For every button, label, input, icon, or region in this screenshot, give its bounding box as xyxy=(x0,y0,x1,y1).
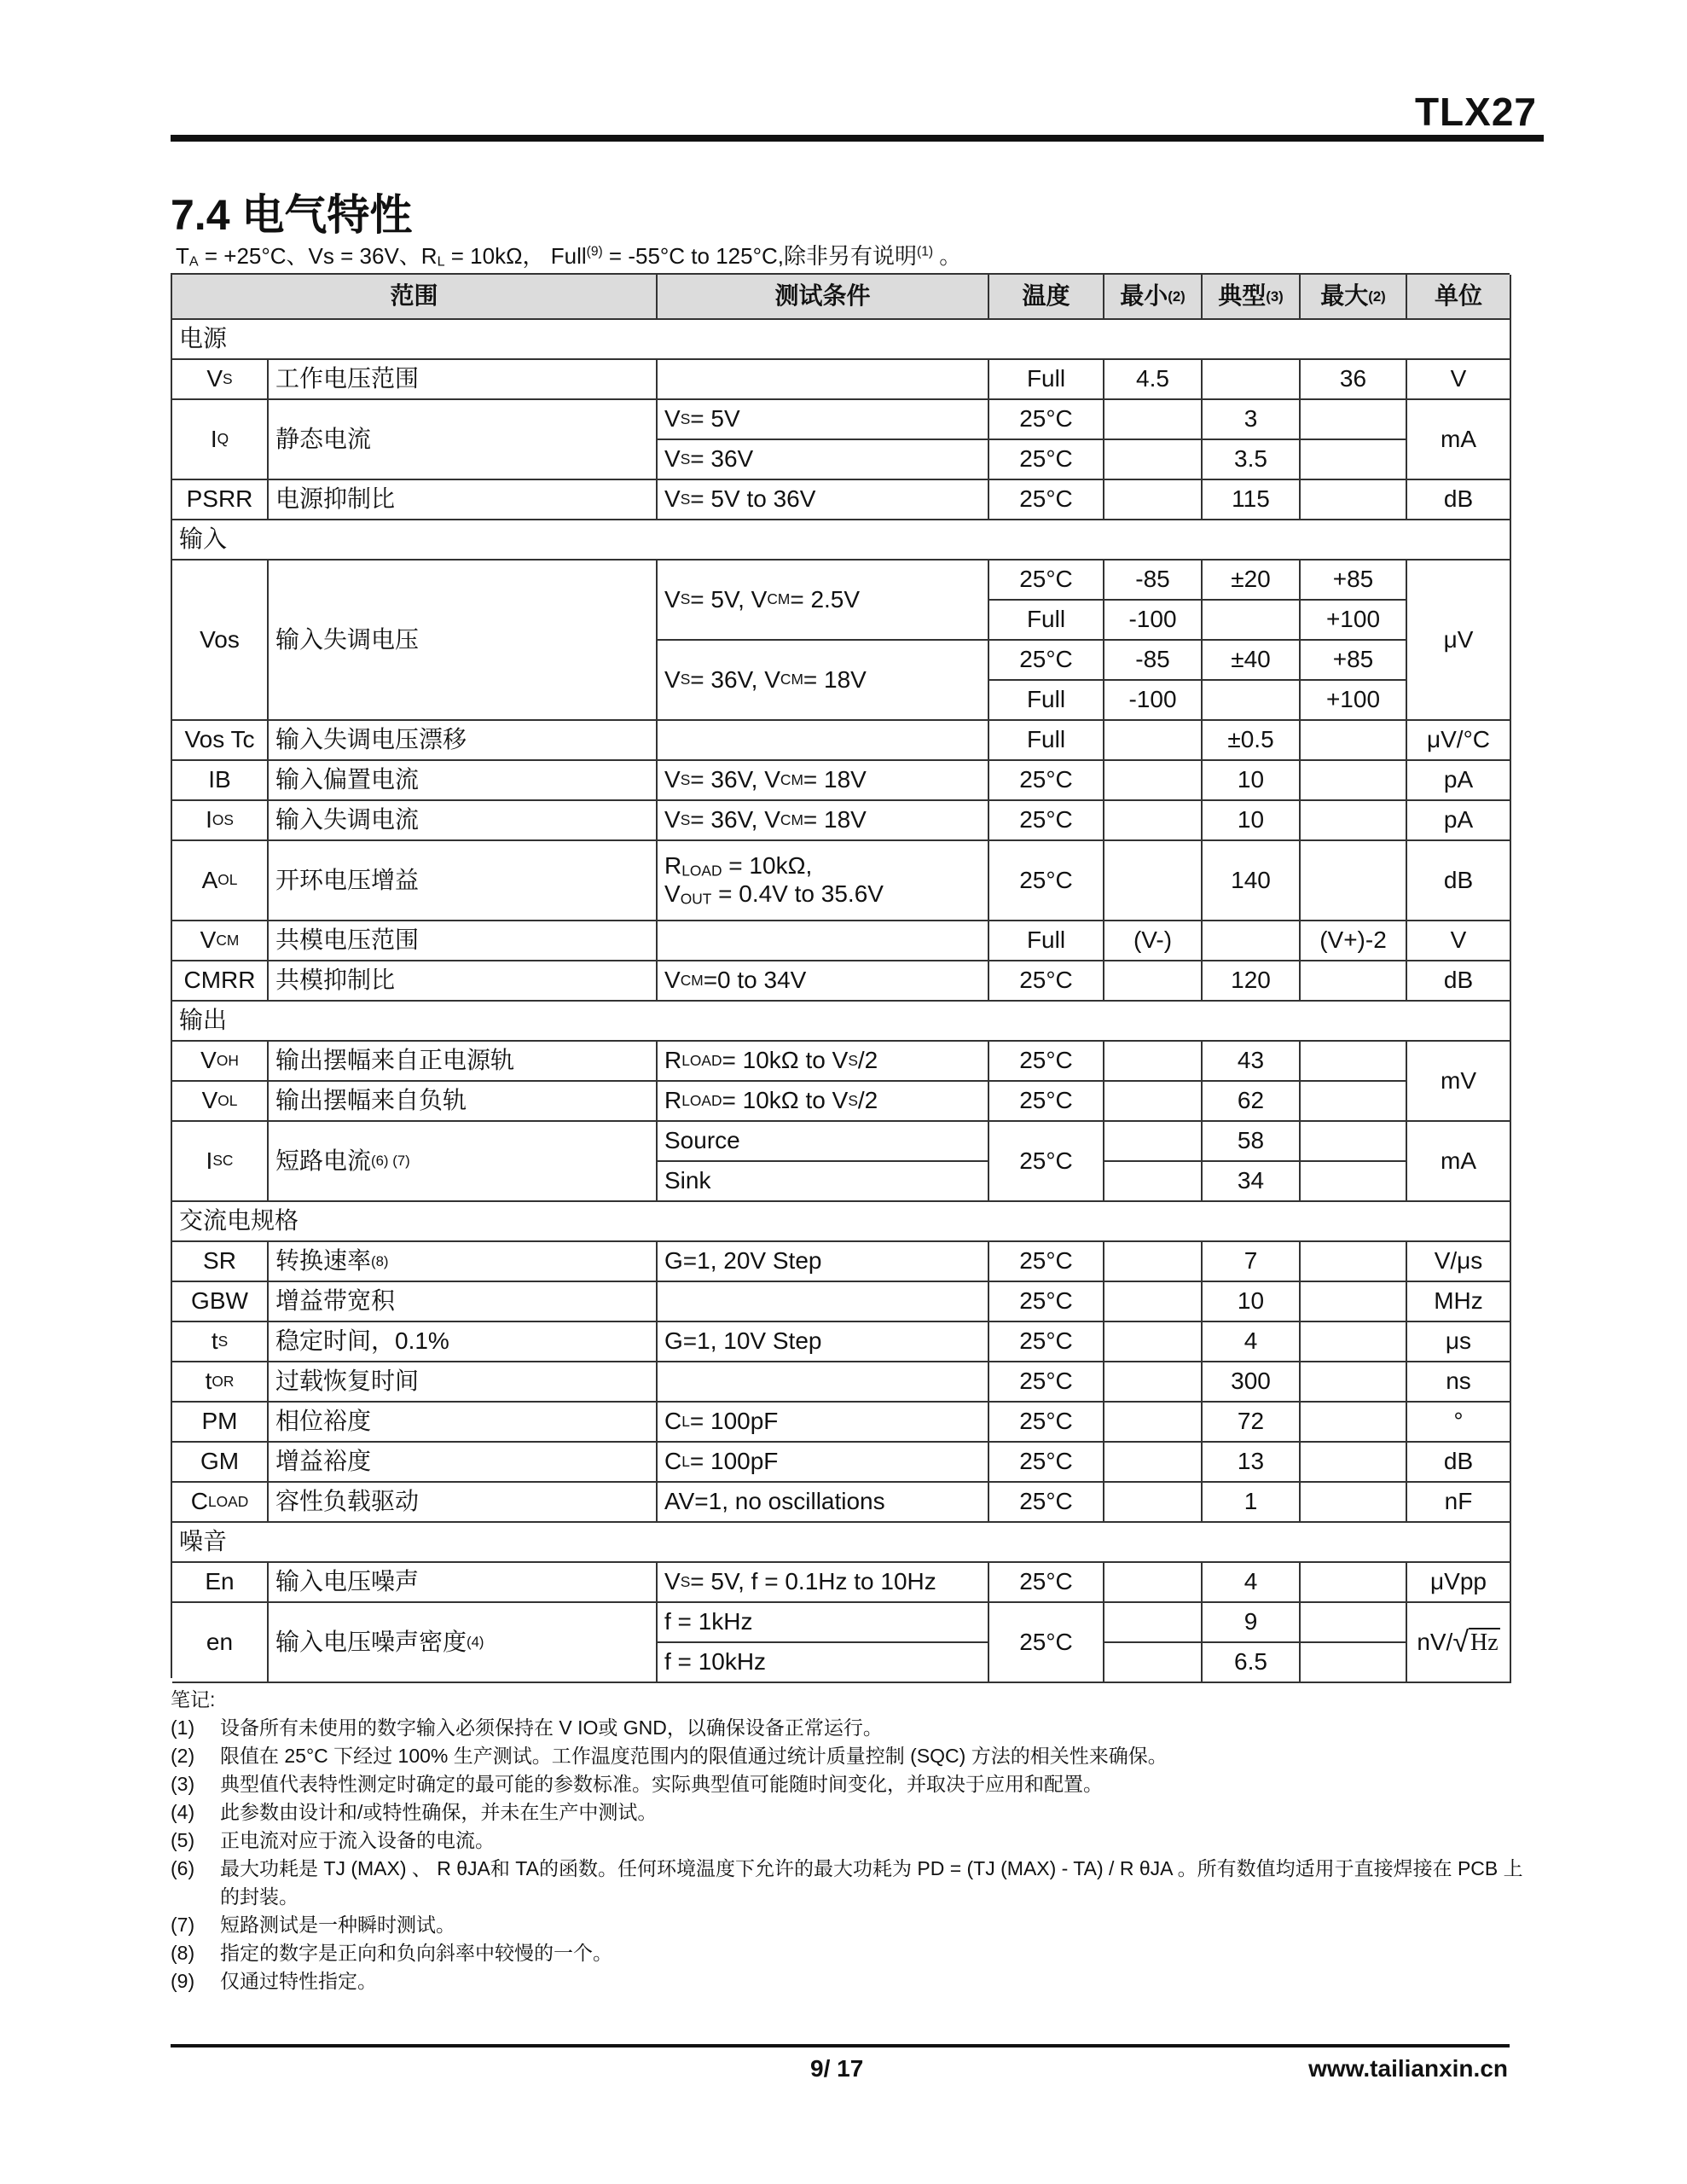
param-symbol: Vos xyxy=(172,561,269,721)
param-name: 增益裕度 xyxy=(269,1443,658,1483)
param-symbol: V OL xyxy=(172,1082,269,1122)
param-unit: nF xyxy=(1407,1483,1511,1523)
param-max xyxy=(1301,1282,1407,1322)
param-symbol: I OS xyxy=(172,801,269,841)
param-min xyxy=(1104,1282,1203,1322)
param-min: 4.5 xyxy=(1104,360,1203,400)
param-name: 输出摆幅来自正电源轨 xyxy=(269,1042,658,1082)
param-max xyxy=(1301,1403,1407,1443)
param-temp: 25°C xyxy=(989,1603,1104,1683)
param-min xyxy=(1104,1042,1203,1082)
param-min xyxy=(1104,961,1203,1002)
param-min: -85 xyxy=(1104,561,1203,601)
param-condition xyxy=(658,1362,989,1403)
param-typ: 3.5 xyxy=(1203,440,1301,480)
param-typ xyxy=(1203,360,1301,400)
param-unit: mA xyxy=(1407,400,1511,480)
footer-website-link[interactable]: www.tailianxin.cn xyxy=(1308,2055,1508,2082)
param-name: 输出摆幅来自负轨 xyxy=(269,1082,658,1122)
param-max xyxy=(1301,1082,1407,1122)
param-typ: 10 xyxy=(1203,1282,1301,1322)
param-max xyxy=(1301,1563,1407,1603)
param-temp: 25°C xyxy=(989,1483,1104,1523)
header-cell-unit: 单位 xyxy=(1407,275,1511,320)
header-rule xyxy=(171,135,1544,142)
param-temp: 25°C xyxy=(989,1042,1104,1082)
param-typ: 120 xyxy=(1203,961,1301,1002)
param-condition xyxy=(658,721,989,761)
param-typ: 34 xyxy=(1203,1162,1301,1202)
param-condition: f = 1kHz xyxy=(658,1603,989,1643)
param-max: +85 xyxy=(1301,561,1407,601)
param-typ: 140 xyxy=(1203,841,1301,921)
param-max xyxy=(1301,1122,1407,1162)
param-condition: C L = 100pF xyxy=(658,1443,989,1483)
param-name: 短路电流 (6) (7) xyxy=(269,1122,658,1202)
param-max xyxy=(1301,1362,1407,1403)
section-row-ac: 交流电规格 xyxy=(172,1202,1511,1242)
param-typ: 4 xyxy=(1203,1563,1301,1603)
param-min xyxy=(1104,1242,1203,1282)
note-item: (5) 正电流对应于流入设备的电流。 xyxy=(171,1829,495,1851)
param-min xyxy=(1104,480,1203,520)
param-unit: mA xyxy=(1407,1122,1511,1202)
param-condition xyxy=(658,360,989,400)
param-symbol: A OL xyxy=(172,841,269,921)
param-condition: R LOAD = 10kΩ to V S /2 xyxy=(658,1042,989,1082)
param-min: -100 xyxy=(1104,681,1203,721)
param-symbol: V OH xyxy=(172,1042,269,1082)
param-temp: 25°C xyxy=(989,1362,1104,1403)
param-name: 输入偏置电流 xyxy=(269,761,658,801)
param-temp: 25°C xyxy=(989,641,1104,681)
param-typ: 10 xyxy=(1203,801,1301,841)
param-temp: Full xyxy=(989,921,1104,961)
param-symbol: C LOAD xyxy=(172,1483,269,1523)
param-max xyxy=(1301,400,1407,440)
param-unit: μs xyxy=(1407,1322,1511,1362)
param-unit: V xyxy=(1407,360,1511,400)
header-cell-min: 最小 (2) xyxy=(1104,275,1203,320)
param-condition xyxy=(658,1282,989,1322)
param-temp: Full xyxy=(989,721,1104,761)
param-max xyxy=(1301,1603,1407,1643)
param-max xyxy=(1301,721,1407,761)
param-unit: nV/ √ Hz xyxy=(1407,1603,1511,1683)
param-typ: 1 xyxy=(1203,1483,1301,1523)
param-typ: 115 xyxy=(1203,480,1301,520)
param-temp: 25°C xyxy=(989,1563,1104,1603)
param-temp: 25°C xyxy=(989,480,1104,520)
param-symbol: Vos Tc xyxy=(172,721,269,761)
param-symbol: En xyxy=(172,1563,269,1603)
param-max xyxy=(1301,440,1407,480)
param-name: 过载恢复时间 xyxy=(269,1362,658,1403)
param-name: 相位裕度 xyxy=(269,1403,658,1443)
notes xyxy=(171,1686,1535,1995)
param-max: +100 xyxy=(1301,601,1407,641)
param-name: 共模电压范围 xyxy=(269,921,658,961)
param-temp: 25°C xyxy=(989,1242,1104,1282)
param-temp: 25°C xyxy=(989,1122,1104,1202)
header-cell-max: 最大 (2) xyxy=(1301,275,1407,320)
param-symbol: GBW xyxy=(172,1282,269,1322)
param-max xyxy=(1301,761,1407,801)
param-typ: 3 xyxy=(1203,400,1301,440)
note-item: (4) 此参数由设计和/或特性确保，并未在生产中测试。 xyxy=(171,1801,658,1823)
param-min: -100 xyxy=(1104,601,1203,641)
param-condition: Sink xyxy=(658,1162,989,1202)
header-cell-typ: 典型 (3) xyxy=(1203,275,1301,320)
note-item: (8) 指定的数字是正向和负向斜率中较慢的一个。 xyxy=(171,1942,612,1964)
param-max: (V+)-2 xyxy=(1301,921,1407,961)
param-condition: C L = 100pF xyxy=(658,1403,989,1443)
param-temp: 25°C xyxy=(989,1322,1104,1362)
param-unit: dB xyxy=(1407,1443,1511,1483)
note-item: (3) 典型值代表特性测定时确定的最可能的参数标准。实际典型值可能随时间变化，并取决于应用和配置。 xyxy=(171,1773,1103,1795)
param-max xyxy=(1301,1443,1407,1483)
sqrt-icon: √ xyxy=(1452,1626,1470,1658)
condition-line: $R_{LOAD} = 10k\Omega$, xyxy=(664,852,813,880)
param-temp: 25°C xyxy=(989,1282,1104,1322)
param-max xyxy=(1301,841,1407,921)
param-max xyxy=(1301,1042,1407,1082)
param-temp: Full xyxy=(989,360,1104,400)
document-header-title: TLX27 xyxy=(1414,90,1537,134)
param-min xyxy=(1104,1563,1203,1603)
param-typ: 7 xyxy=(1203,1242,1301,1282)
param-max xyxy=(1301,1242,1407,1282)
param-typ: 13 xyxy=(1203,1443,1301,1483)
param-condition: V S = 36V xyxy=(658,440,989,480)
param-symbol: SR xyxy=(172,1242,269,1282)
param-name: 稳定时间，0.1% xyxy=(269,1322,658,1362)
param-condition xyxy=(658,841,989,921)
param-typ: 43 xyxy=(1203,1042,1301,1082)
param-symbol: CMRR xyxy=(172,961,269,1002)
header-cell-range: 范围 xyxy=(172,275,658,320)
param-typ: 6.5 xyxy=(1203,1643,1301,1683)
param-name: 共模抑制比 xyxy=(269,961,658,1002)
param-temp: 25°C xyxy=(989,440,1104,480)
param-min xyxy=(1104,1403,1203,1443)
param-min: (V-) xyxy=(1104,921,1203,961)
param-temp: 25°C xyxy=(989,561,1104,601)
param-condition: V S = 5V, f = 0.1Hz to 10Hz xyxy=(658,1563,989,1603)
param-unit: ° xyxy=(1407,1403,1511,1443)
test-conditions: $T_A = +25^\circ C$、Vs = 36V、$R_L = 10k\Omega$， Full$^{(9)}$ = -55°C to 125°C,除非另有说明$^{(1)}$ 。 xyxy=(176,243,962,270)
param-temp: 25°C xyxy=(989,761,1104,801)
param-max xyxy=(1301,480,1407,520)
param-typ: 62 xyxy=(1203,1082,1301,1122)
param-temp: 25°C xyxy=(989,1443,1104,1483)
param-min xyxy=(1104,721,1203,761)
param-unit: dB xyxy=(1407,480,1511,520)
param-max xyxy=(1301,1322,1407,1362)
param-min xyxy=(1104,1603,1203,1643)
note-item: (2) 限值在 25°C 下经过 100% 生产测试。工作温度范围内的限值通过统计质量控制 (SQC) 方法的相关性来确保。 xyxy=(171,1745,1168,1767)
param-min xyxy=(1104,1322,1203,1362)
param-min xyxy=(1104,440,1203,480)
param-condition: V S = 36V, V CM = 18V xyxy=(658,641,989,721)
param-temp: 25°C xyxy=(989,400,1104,440)
param-min xyxy=(1104,1082,1203,1122)
param-condition: G=1, 10V Step xyxy=(658,1322,989,1362)
param-name: 增益带宽积 xyxy=(269,1282,658,1322)
param-min xyxy=(1104,841,1203,921)
param-name: 输入失调电流 xyxy=(269,801,658,841)
param-symbol: V CM xyxy=(172,921,269,961)
param-min xyxy=(1104,1643,1203,1683)
param-max xyxy=(1301,1483,1407,1523)
param-name: 输入电压噪声 xyxy=(269,1563,658,1603)
section-row-noise: 噪音 xyxy=(172,1523,1511,1563)
param-temp: 25°C xyxy=(989,961,1104,1002)
param-typ xyxy=(1203,601,1301,641)
param-name: 输入失调电压 xyxy=(269,561,658,721)
notes-title: 笔记: xyxy=(171,1688,216,1711)
param-typ: ±0.5 xyxy=(1203,721,1301,761)
param-symbol: V S xyxy=(172,360,269,400)
param-condition: V S = 5V to 36V xyxy=(658,480,989,520)
param-temp: Full xyxy=(989,601,1104,641)
param-max xyxy=(1301,1162,1407,1202)
param-symbol: GM xyxy=(172,1443,269,1483)
param-unit: MHz xyxy=(1407,1282,1511,1322)
param-temp: Full xyxy=(989,681,1104,721)
param-max xyxy=(1301,1643,1407,1683)
footer-rule xyxy=(171,2044,1510,2048)
param-condition: V S = 5V xyxy=(658,400,989,440)
param-symbol: PSRR xyxy=(172,480,269,520)
param-max xyxy=(1301,961,1407,1002)
param-symbol: PM xyxy=(172,1403,269,1443)
param-min: -85 xyxy=(1104,641,1203,681)
param-condition xyxy=(658,921,989,961)
param-typ: 72 xyxy=(1203,1403,1301,1443)
param-unit: mV xyxy=(1407,1042,1511,1122)
param-min xyxy=(1104,1122,1203,1162)
param-condition: R LOAD = 10kΩ to V S /2 xyxy=(658,1082,989,1122)
param-condition: V S = 36V, V CM = 18V xyxy=(658,761,989,801)
param-temp: 25°C xyxy=(989,801,1104,841)
param-name: 开环电压增益 xyxy=(269,841,658,921)
header-cell-condition: 测试条件 xyxy=(658,275,989,320)
param-condition: V S = 36V, V CM = 18V xyxy=(658,801,989,841)
param-condition: V S = 5V, V CM = 2.5V xyxy=(658,561,989,641)
param-max: +85 xyxy=(1301,641,1407,681)
note-item: (9) 仅通过特性指定。 xyxy=(171,1970,377,1992)
param-min xyxy=(1104,1483,1203,1523)
param-name: 工作电压范围 xyxy=(269,360,658,400)
note-item: (1) 设备所有未使用的数字输入必须保持在 V IO或 GND，以确保设备正常运行。 xyxy=(171,1716,883,1739)
param-unit: dB xyxy=(1407,841,1511,921)
section-row-output: 输出 xyxy=(172,1002,1511,1042)
param-unit: V xyxy=(1407,921,1511,961)
param-unit: dB xyxy=(1407,961,1511,1002)
param-temp: 25°C xyxy=(989,1082,1104,1122)
param-condition: f = 10kHz xyxy=(658,1643,989,1683)
param-typ: 9 xyxy=(1203,1603,1301,1643)
param-name: 静态电流 xyxy=(269,400,658,480)
param-unit: μVpp xyxy=(1407,1563,1511,1603)
param-unit: pA xyxy=(1407,801,1511,841)
header-cell-temp: 温度 xyxy=(989,275,1104,320)
param-unit: pA xyxy=(1407,761,1511,801)
param-condition: Source xyxy=(658,1122,989,1162)
param-typ: 10 xyxy=(1203,761,1301,801)
param-name: 输入失调电压漂移 xyxy=(269,721,658,761)
page-number: 9/ 17 xyxy=(810,2055,864,2082)
note-item: (7) 短路测试是一种瞬时测试。 xyxy=(171,1914,455,1936)
note-item: (6) 最大功耗是 TJ (MAX) 、 R θJA和 TA的函数。任何环境温度下允许的最大功耗为 PD = (TJ (MAX) - TA) / R θJA 。所有数值均适用于直接焊接在 PCB 上的封装。 xyxy=(171,1857,1523,1908)
param-unit: ns xyxy=(1407,1362,1511,1403)
condition-line: $V_{OUT} = 0.4V$ to 35.6V xyxy=(664,880,884,908)
param-max: +100 xyxy=(1301,681,1407,721)
param-typ: 58 xyxy=(1203,1122,1301,1162)
param-typ: ±20 xyxy=(1203,561,1301,601)
param-typ: ±40 xyxy=(1203,641,1301,681)
param-condition: G=1, 20V Step xyxy=(658,1242,989,1282)
param-max xyxy=(1301,801,1407,841)
param-name: 容性负载驱动 xyxy=(269,1483,658,1523)
param-symbol: I Q xyxy=(172,400,269,480)
param-min xyxy=(1104,1443,1203,1483)
param-min xyxy=(1104,400,1203,440)
param-typ xyxy=(1203,681,1301,721)
param-min xyxy=(1104,1362,1203,1403)
param-unit: μV xyxy=(1407,561,1511,721)
section-title: 7.4 电气特性 xyxy=(171,191,413,239)
param-temp: 25°C xyxy=(989,841,1104,921)
param-min xyxy=(1104,761,1203,801)
param-symbol: IB xyxy=(172,761,269,801)
electrical-characteristics-table xyxy=(171,273,1510,1678)
section-row-power: 电源 xyxy=(172,320,1511,360)
param-name: 转换速率 (8) xyxy=(269,1242,658,1282)
param-min xyxy=(1104,801,1203,841)
param-temp: 25°C xyxy=(989,1403,1104,1443)
param-name: 输入电压噪声密度 (4) xyxy=(269,1603,658,1683)
param-typ: 300 xyxy=(1203,1362,1301,1403)
param-typ: 4 xyxy=(1203,1322,1301,1362)
param-symbol: t S xyxy=(172,1322,269,1362)
param-max: 36 xyxy=(1301,360,1407,400)
section-row-input: 输入 xyxy=(172,520,1511,561)
param-unit: μV/°C xyxy=(1407,721,1511,761)
param-condition: AV=1, no oscillations xyxy=(658,1483,989,1523)
param-symbol: en xyxy=(172,1603,269,1683)
param-typ xyxy=(1203,921,1301,961)
param-symbol: I SC xyxy=(172,1122,269,1202)
param-symbol: t OR xyxy=(172,1362,269,1403)
param-min xyxy=(1104,1162,1203,1202)
param-condition: V CM =0 to 34V xyxy=(658,961,989,1002)
param-unit: V/μs xyxy=(1407,1242,1511,1282)
param-name: 电源抑制比 xyxy=(269,480,658,520)
